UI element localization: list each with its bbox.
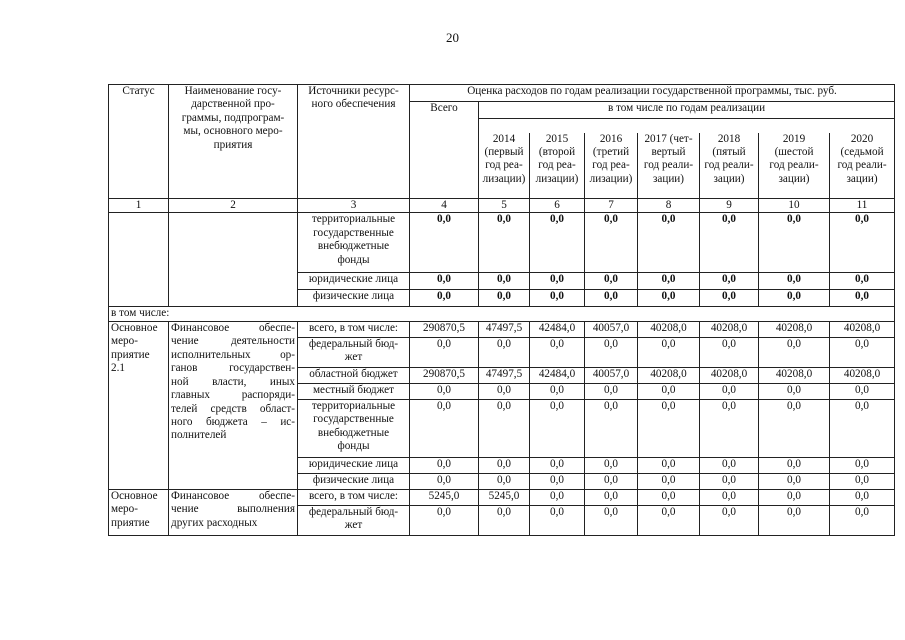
text-line: Финансовое обеспе- — [171, 321, 295, 334]
text-line: зации) — [713, 172, 745, 185]
value-cell: 0,0 — [585, 290, 638, 307]
value-cell: 0,0 — [759, 383, 830, 399]
header-name — [169, 85, 298, 199]
source-cell — [298, 290, 410, 307]
text-line: дарственной про- — [191, 98, 275, 111]
value-cell: 40208,0 — [830, 321, 895, 337]
value-cell: 0,0 — [638, 505, 700, 535]
text-line: год реали- — [769, 159, 819, 172]
header-year-6 — [830, 133, 895, 199]
value-cell: 5245,0 — [410, 489, 479, 505]
value-cell: 0,0 — [830, 457, 895, 473]
value-cell: 0,0 — [830, 337, 895, 367]
text-line: юридические лица — [308, 457, 399, 470]
value-cell: 0,0 — [530, 273, 585, 290]
value-cell: 0,0 — [830, 399, 895, 457]
value-cell: 40208,0 — [759, 321, 830, 337]
value-cell: 0,0 — [700, 489, 759, 505]
text-line: ной власти, иных — [171, 375, 295, 388]
value-cell: 0,0 — [638, 399, 700, 457]
text-line: ного обеспечения — [311, 98, 396, 111]
text-line: приятие — [111, 348, 150, 361]
column-number: 3 — [298, 199, 410, 213]
text-line: областной бюджет — [309, 367, 398, 380]
value-cell: 0,0 — [479, 290, 530, 307]
column-number: 7 — [585, 199, 638, 213]
value-cell: 0,0 — [638, 489, 700, 505]
value-cell: 0,0 — [410, 383, 479, 399]
value-cell: 0,0 — [585, 457, 638, 473]
value-cell: 0,0 — [700, 505, 759, 535]
value-cell: 0,0 — [700, 213, 759, 273]
measure-status — [109, 489, 169, 535]
table-row — [109, 321, 895, 337]
text-line: 2017 (чет- — [644, 132, 693, 145]
value-cell: 0,0 — [700, 290, 759, 307]
value-cell: 0,0 — [530, 213, 585, 273]
value-cell: 0,0 — [530, 337, 585, 367]
source-cell — [298, 383, 410, 399]
value-cell: 0,0 — [479, 213, 530, 273]
value-cell: 0,0 — [638, 457, 700, 473]
text-line: лизации) — [482, 172, 526, 185]
column-number: 6 — [530, 199, 585, 213]
text-line: 2019 — [782, 132, 806, 145]
text-line: год реа- — [592, 159, 630, 172]
text-line: (первый — [484, 145, 524, 158]
text-line: главных распоряди- — [171, 389, 295, 402]
column-number-row — [109, 199, 895, 213]
text-line: жет — [344, 351, 363, 364]
value-cell: 0,0 — [759, 273, 830, 290]
value-cell: 0,0 — [700, 337, 759, 367]
value-cell: 0,0 — [759, 473, 830, 489]
text-line: физические лица — [312, 473, 395, 486]
text-line: Основное — [111, 321, 158, 334]
text-line: территориальные — [311, 213, 396, 226]
text-line: вертый — [651, 145, 686, 158]
value-cell: 0,0 — [530, 383, 585, 399]
value-cell: 5245,0 — [479, 489, 530, 505]
value-cell: 0,0 — [530, 489, 585, 505]
value-cell: 47497,5 — [479, 321, 530, 337]
text-line: чение деятельности — [171, 335, 295, 348]
source-cell — [298, 213, 410, 273]
section-row — [109, 307, 895, 321]
column-number: 2 — [169, 199, 298, 213]
value-cell: 0,0 — [759, 399, 830, 457]
text-line: (пятый — [712, 145, 746, 158]
value-cell: 0,0 — [830, 473, 895, 489]
text-line: меро- — [111, 503, 138, 516]
value-cell: 0,0 — [410, 473, 479, 489]
value-cell: 0,0 — [700, 473, 759, 489]
value-cell: 40208,0 — [759, 367, 830, 383]
value-cell: 0,0 — [479, 337, 530, 367]
header-status: Статус — [109, 85, 169, 199]
budget-table — [108, 84, 895, 536]
column-number: 10 — [759, 199, 830, 213]
column-number: 1 — [109, 199, 169, 213]
measure-name — [169, 321, 298, 489]
value-cell: 0,0 — [479, 457, 530, 473]
header-year-2 — [585, 133, 638, 199]
value-cell: 0,0 — [585, 213, 638, 273]
text-line: всего, в том числе: — [308, 489, 399, 502]
value-cell: 0,0 — [585, 383, 638, 399]
value-cell: 0,0 — [585, 489, 638, 505]
text-line: лизации) — [589, 172, 633, 185]
value-cell: 0,0 — [700, 457, 759, 473]
text-line: полнителей — [171, 429, 227, 442]
source-cell — [298, 489, 410, 505]
text-line: чение выполнения — [171, 503, 295, 516]
text-line: 2016 — [599, 132, 623, 145]
value-cell: 0,0 — [638, 213, 700, 273]
text-line: физические лица — [312, 290, 395, 303]
value-cell: 0,0 — [638, 337, 700, 367]
text-line: год реали- — [837, 159, 887, 172]
text-line: год реа- — [538, 159, 576, 172]
value-cell: 0,0 — [830, 213, 895, 273]
value-cell: 0,0 — [479, 505, 530, 535]
value-cell: 0,0 — [759, 337, 830, 367]
status-cell — [109, 213, 169, 307]
text-line: исполнительных ор- — [171, 348, 295, 361]
value-cell: 0,0 — [700, 399, 759, 457]
text-line: мы, основного меро- — [183, 125, 283, 138]
value-cell: 0,0 — [700, 383, 759, 399]
value-cell: 0,0 — [830, 505, 895, 535]
text-line: (второй — [538, 145, 576, 158]
header-year-4 — [700, 133, 759, 199]
text-line: год реали- — [704, 159, 754, 172]
value-cell: 0,0 — [638, 473, 700, 489]
text-line: 2.1 — [111, 362, 125, 375]
text-line: телей средств област- — [171, 402, 295, 415]
value-cell: 0,0 — [410, 505, 479, 535]
source-cell — [298, 399, 410, 457]
value-cell: 0,0 — [585, 505, 638, 535]
value-cell: 0,0 — [830, 273, 895, 290]
text-line: приятие — [111, 516, 150, 529]
source-cell — [298, 473, 410, 489]
text-line: 2018 — [717, 132, 741, 145]
header-year-0 — [479, 133, 530, 199]
value-cell: 40208,0 — [700, 367, 759, 383]
text-line: жет — [344, 519, 363, 532]
column-number: 5 — [479, 199, 530, 213]
value-cell: 0,0 — [479, 383, 530, 399]
table-row — [109, 213, 895, 273]
header-year-5 — [759, 133, 830, 199]
text-line: других расходных — [171, 516, 258, 529]
text-line: государственные — [313, 226, 394, 239]
text-line: всего, в том числе: — [308, 321, 399, 334]
text-line: Основное — [111, 489, 158, 502]
name-cell — [169, 213, 298, 307]
text-line: 2020 — [850, 132, 874, 145]
header-year-3 — [638, 133, 700, 199]
value-cell: 0,0 — [530, 473, 585, 489]
header-by-years: в том числе по годам реализации — [479, 102, 895, 119]
value-cell: 0,0 — [830, 489, 895, 505]
table-row — [109, 489, 895, 505]
measure-status — [109, 321, 169, 489]
text-line: ганов государствен- — [171, 362, 295, 375]
value-cell: 0,0 — [585, 273, 638, 290]
value-cell: 42484,0 — [530, 367, 585, 383]
value-cell: 290870,5 — [410, 367, 479, 383]
value-cell: 42484,0 — [530, 321, 585, 337]
text-line: Источники ресурс- — [308, 85, 399, 97]
header-estimate: Оценка расходов по годам реализации государственной программы, тыс. руб. — [410, 85, 895, 102]
text-line: лизации) — [535, 172, 579, 185]
source-cell — [298, 337, 410, 367]
value-cell: 0,0 — [479, 473, 530, 489]
value-cell: 0,0 — [585, 399, 638, 457]
value-cell: 40057,0 — [585, 367, 638, 383]
value-cell: 40208,0 — [700, 321, 759, 337]
header-year-1 — [530, 133, 585, 199]
text-line: зации) — [778, 172, 810, 185]
value-cell: 40208,0 — [638, 321, 700, 337]
value-cell: 0,0 — [638, 290, 700, 307]
value-cell: 0,0 — [479, 399, 530, 457]
text-line: внебюджетные — [317, 240, 390, 253]
value-cell: 0,0 — [759, 457, 830, 473]
text-line: юридические лица — [308, 273, 399, 286]
value-cell: 0,0 — [530, 457, 585, 473]
value-cell: 0,0 — [638, 383, 700, 399]
source-cell — [298, 367, 410, 383]
header-row — [109, 85, 895, 102]
column-number: 8 — [638, 199, 700, 213]
value-cell: 0,0 — [410, 290, 479, 307]
column-number: 9 — [700, 199, 759, 213]
source-cell — [298, 321, 410, 337]
text-line: территориальные — [311, 399, 396, 412]
value-cell: 0,0 — [638, 273, 700, 290]
text-line: приятия — [213, 138, 253, 151]
value-cell: 0,0 — [830, 383, 895, 399]
text-line: год реа- — [485, 159, 523, 172]
value-cell: 40208,0 — [830, 367, 895, 383]
in-that-number: в том числе: — [109, 307, 895, 321]
value-cell: 0,0 — [410, 213, 479, 273]
value-cell: 47497,5 — [479, 367, 530, 383]
column-number: 11 — [830, 199, 895, 213]
value-cell: 0,0 — [410, 399, 479, 457]
text-line: федеральный бюд- — [308, 505, 399, 518]
value-cell: 0,0 — [530, 505, 585, 535]
value-cell: 0,0 — [759, 290, 830, 307]
value-cell: 0,0 — [410, 273, 479, 290]
source-cell — [298, 457, 410, 473]
value-cell: 0,0 — [530, 399, 585, 457]
page-number: 20 — [446, 30, 459, 45]
text-line: 2015 — [545, 132, 569, 145]
value-cell: 0,0 — [700, 273, 759, 290]
value-cell: 0,0 — [830, 290, 895, 307]
header-sources — [298, 85, 410, 199]
text-line: Финансовое обеспе- — [171, 489, 295, 502]
source-cell — [298, 505, 410, 535]
value-cell: 0,0 — [759, 213, 830, 273]
value-cell: 0,0 — [585, 473, 638, 489]
column-number: 4 — [410, 199, 479, 213]
value-cell: 40208,0 — [638, 367, 700, 383]
value-cell: 0,0 — [759, 489, 830, 505]
text-line: (третий — [592, 145, 630, 158]
text-line: Наименование госу- — [184, 85, 282, 97]
text-line: государственные — [313, 413, 394, 426]
value-cell: 40057,0 — [585, 321, 638, 337]
text-line: (седьмой — [840, 145, 884, 158]
value-cell: 0,0 — [479, 273, 530, 290]
text-line: ного бюджета – ис- — [171, 415, 295, 428]
text-line: граммы, подпрограм- — [181, 111, 285, 124]
text-line: год реали- — [643, 159, 694, 172]
text-line: местный бюджет — [312, 383, 395, 396]
text-line: зации) — [846, 172, 878, 185]
value-cell: 0,0 — [410, 337, 479, 367]
text-line: 2014 — [492, 132, 516, 145]
header-total: Всего — [410, 102, 479, 199]
measure-name — [169, 489, 298, 535]
text-line: фонды — [337, 253, 370, 266]
text-line: (шестой — [774, 145, 814, 158]
source-cell — [298, 273, 410, 290]
value-cell: 0,0 — [530, 290, 585, 307]
text-line: внебюджетные — [317, 426, 390, 439]
value-cell: 0,0 — [585, 337, 638, 367]
value-cell: 0,0 — [759, 505, 830, 535]
text-line: фонды — [337, 440, 370, 453]
value-cell: 0,0 — [410, 457, 479, 473]
text-line: меро- — [111, 335, 138, 348]
value-cell: 290870,5 — [410, 321, 479, 337]
text-line: федеральный бюд- — [308, 337, 399, 350]
text-line: зации) — [652, 172, 685, 185]
